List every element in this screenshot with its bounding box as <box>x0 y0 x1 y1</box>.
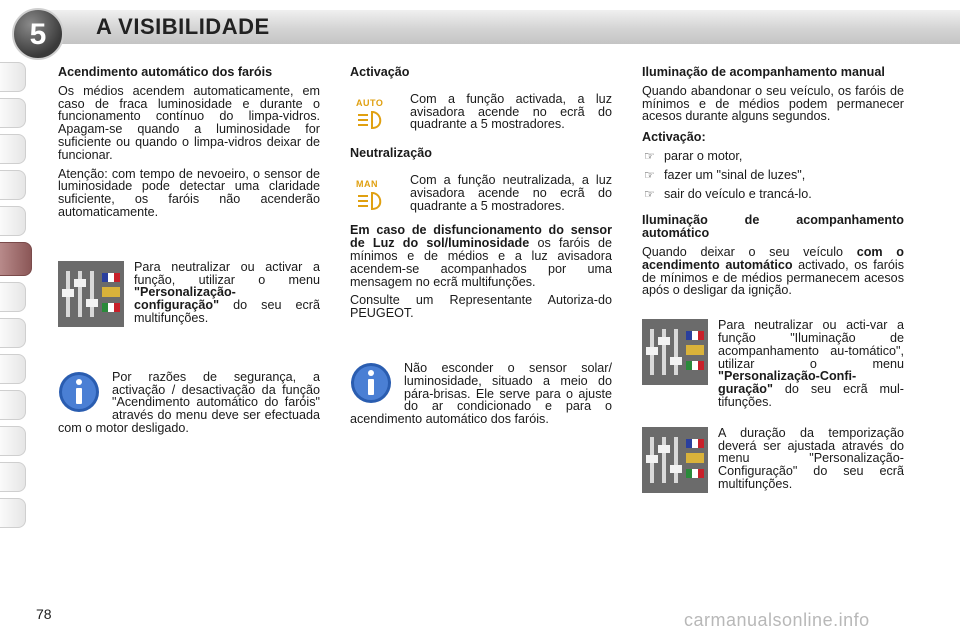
activation-steps <box>642 150 904 200</box>
chapter-badge: 5 <box>12 8 64 60</box>
menu-note <box>642 319 904 409</box>
section-heading: Activação <box>350 65 410 79</box>
page-title: A VISIBILIDADE <box>96 14 270 39</box>
chapter-tab[interactable] <box>0 170 26 200</box>
chapter-tab[interactable] <box>0 282 26 312</box>
list-item: ☞ fazer um "sinal de luzes", <box>642 169 904 182</box>
paragraph: Atenção: com tempo de nevoeiro, o sensor de luminosidade pode detectar uma claridade suficiente, os faróis não acenderão automaticamente. <box>58 166 320 219</box>
auto-tag: AUTO <box>356 97 384 108</box>
chapter-tab[interactable] <box>0 134 26 164</box>
watermark: carmanualsonline.info <box>684 610 870 630</box>
chapter-tab[interactable] <box>0 354 26 384</box>
chapter-tab[interactable] <box>0 62 26 92</box>
paragraph-text: activado, os faróis de mínimos e de médios permanecem acesos após o desligar da ignição. <box>642 257 904 298</box>
info-note-text: Por razões de segurança, a activação / desactivação da função "Acendimento automático do faróis" através do menu deve ser efectuada com o motor desligado. <box>58 369 320 435</box>
note-text: do seu ecrã mul-tifunções. <box>718 382 904 409</box>
info-icon <box>58 371 100 413</box>
info-note-text: Não esconder o sensor solar/ luminosidade, situado a meio do pára-brisas. Ele serve para o ajuste do ar condicionado e para o acendimento automático dos faróis. <box>350 360 612 427</box>
emphasis: com o acendimento automático <box>642 244 905 272</box>
neutralization-text: Com a função neutralizada, a luz avisadora acende no ecrã do quadrante a 5 mostradores. <box>410 172 612 213</box>
chapter-tab[interactable] <box>0 498 26 528</box>
section-heading: Iluminação de acompanhamento manual <box>642 65 885 79</box>
fault-heading: Em caso de disfuncionamento do sensor de Luz do sol/luminosidade <box>350 223 612 251</box>
section-heading: Neutralização <box>350 146 432 161</box>
paragraph: Os médios acendem automaticamente, em caso de fraca luminosidade e durante o funcionamento contínuo do limpa-vidros. Apagam-se quando a luminosidade for suficiente ou quando o limpa-vidros deixar de funcionar. <box>58 83 320 162</box>
manual-headlamp-icon <box>356 178 396 208</box>
chapter-tab-active[interactable] <box>0 242 32 276</box>
chapter-tab[interactable] <box>0 98 26 128</box>
paragraph: Quando abandonar o seu veículo, os faróis de mínimos e de médios podem permanecer acesos durante alguns segundos. <box>642 83 904 124</box>
list-item: ☞ parar o motor, <box>642 150 904 163</box>
list-item: ☞ sair do veículo e trancá-lo. <box>642 188 904 201</box>
note-text: do seu ecrã multifunções. <box>134 298 320 325</box>
auto-paragraph <box>642 246 904 297</box>
info-note <box>350 362 612 426</box>
duration-note <box>642 427 904 493</box>
multifunction-menu-icon <box>58 261 124 327</box>
duration-note-text: A duração da temporização deverá ser ajustada através do menu "Personalização-Configuração" do seu ecrã multifunções. <box>718 425 904 491</box>
fault-text: os faróis de mínimos e de médios e a luz avisadora acendem-se acompanhados por uma mensagem no ecrã multifunções. <box>350 236 612 289</box>
menu-name: "Personalização-configuração" <box>134 285 236 313</box>
column-right <box>642 66 904 493</box>
chapter-tab[interactable] <box>0 426 26 456</box>
page-number: 78 <box>36 606 52 622</box>
multifunction-menu-icon <box>642 319 708 385</box>
note-text: Para neutralizar ou activar a função, utilizar o menu <box>134 259 320 287</box>
section-heading: Acendimento automático dos faróis <box>58 65 273 79</box>
section-heading: Activação: <box>642 130 706 145</box>
multifunction-menu-icon <box>642 427 708 493</box>
paragraph-text: Quando deixar o seu veículo <box>642 244 857 259</box>
column-left <box>58 66 320 435</box>
chapter-tabs <box>0 62 34 534</box>
activation-text: Com a função activada, a luz avisadora acende no ecrã do quadrante a 5 mostradores. <box>410 91 612 132</box>
menu-note-text <box>134 261 320 325</box>
page-header <box>0 0 960 56</box>
chapter-tab[interactable] <box>0 390 26 420</box>
man-indicator-row <box>350 174 612 212</box>
menu-note-text <box>718 319 904 409</box>
chapter-tab[interactable] <box>0 462 26 492</box>
column-middle <box>350 66 612 426</box>
paragraph: Consulte um Representante Autoriza-do PEUGEOT. <box>350 293 612 321</box>
section-heading: Iluminação de acompanhamento automático <box>642 213 904 241</box>
note-text: Para neutralizar ou acti-var a função "Iluminação de acompanhamento au-tomático", utilizar o menu <box>718 318 904 371</box>
chapter-tab[interactable] <box>0 206 26 236</box>
menu-note <box>58 261 320 327</box>
info-icon <box>350 362 392 404</box>
auto-indicator-row <box>350 93 612 131</box>
menu-name: "Personalização-Confi-guração" <box>718 369 857 397</box>
info-note <box>58 371 320 435</box>
fault-paragraph <box>350 224 612 288</box>
man-tag: MAN <box>356 178 378 189</box>
auto-headlamp-icon <box>356 97 396 127</box>
chapter-tab[interactable] <box>0 318 26 348</box>
